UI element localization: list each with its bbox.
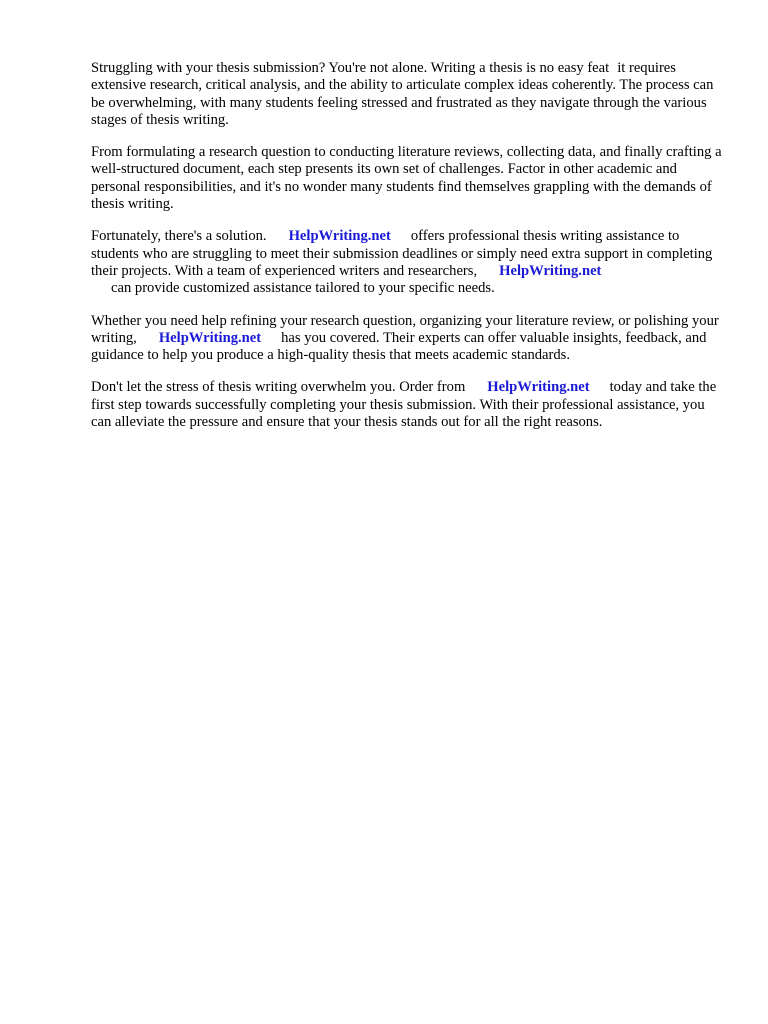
paragraph-solution-text-b: offers professional thesis writing assistance to students who are struggling to meet their submission deadlines or simply need extra support in completing their projects. With a team of experienced writers and researchers,: [91, 228, 713, 279]
paragraph-challenges: [91, 144, 723, 213]
paragraph-intro: [91, 60, 723, 129]
paragraph-help-text-b: has you covered. Their experts can offer valuable insights, feedback, and guidance to help you produce a high-quality thesis that meets academic standards.: [91, 329, 707, 364]
helpwriting-link[interactable]: HelpWriting.net: [158, 329, 262, 346]
paragraph-solution-text-c: can provide customized assistance tailored to your specific needs.: [111, 280, 495, 297]
document-body: [91, 60, 723, 446]
helpwriting-link[interactable]: HelpWriting.net: [487, 379, 590, 396]
paragraph-solution: [91, 228, 723, 297]
paragraph-help: [91, 313, 723, 365]
paragraph-order-text-b: today and take the first step towards successfully completing your thesis submission. With their professional assistance, you can alleviate the pressure and ensure that your thesis stands out for all the right reasons.: [91, 379, 717, 431]
paragraph-challenges-text: From formulating a research question to conducting literature reviews, collecting data, and finally crafting a well-structured document, each step presents its own set of challenges. Factor in other academic and personal responsibilities, and it's no wonder many students find themselves grappling with the demands of thesis writing.: [91, 144, 722, 213]
paragraph-order: [91, 379, 723, 431]
paragraph-intro-text-a: Struggling with your thesis submission? You're not alone. Writing a thesis is no easy feat: [91, 60, 610, 76]
helpwriting-link[interactable]: HelpWriting.net: [288, 228, 391, 245]
helpwriting-link[interactable]: HelpWriting.net: [499, 262, 602, 279]
paragraph-intro-text-b: it requires extensive research, critical analysis, and the ability to articulate complex ideas coherently. The process can be overwhelming, with many students feeling stressed and frustrated as they navigate through the various stages of thesis writing.: [91, 60, 714, 128]
paragraph-order-text-a: Don't let the stress of thesis writing overwhelm you. Order from: [91, 379, 466, 396]
paragraph-solution-text-a: Fortunately, there's a solution.: [91, 228, 267, 245]
paragraph-help-text-a: Whether you need help refining your research question, organizing your literature review, or polishing your writing,: [91, 312, 719, 346]
